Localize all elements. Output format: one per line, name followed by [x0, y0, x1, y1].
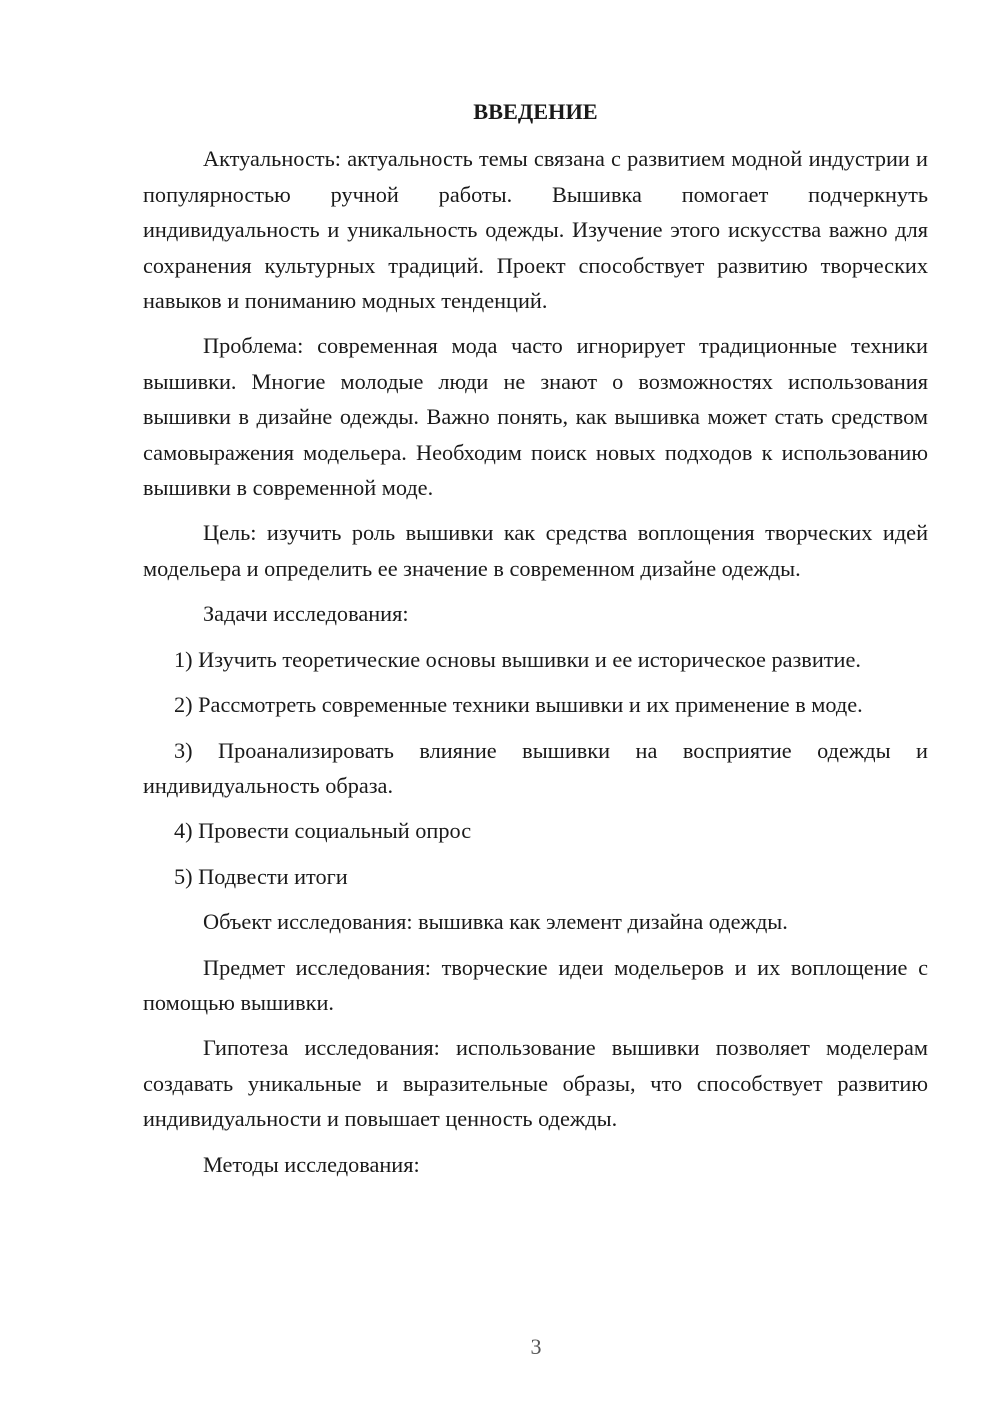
- task-item-2: 2) Рассмотреть современные техники вышивки и их применение в моде.: [174, 692, 863, 718]
- task-item-5: 5) Подвести итоги: [174, 863, 348, 889]
- paragraph-problem: Проблема: современная мода часто игнорирует традиционные техники вышивки. Многие молодые люди не знают о возможностях использования вышивки в дизайне одежды. Важно понять, как вышивка может стать средством самовыражения модельера. Необходим поиск новых подходов к использованию вышивки в современной моде.: [143, 333, 928, 501]
- section-heading: ВВЕДЕНИЕ: [473, 99, 598, 124]
- page-number: 3: [530, 1334, 542, 1359]
- methods-title: Методы исследования:: [203, 1151, 420, 1177]
- tasks-title: Задачи исследования:: [203, 601, 409, 627]
- task-item-4: 4) Провести социальный опрос: [174, 818, 472, 844]
- paragraph-object: Объект исследования: вышивка как элемент дизайна одежды.: [203, 909, 788, 935]
- paragraph-subject: Предмет исследования: творческие идеи модельеров и их воплощение с помощью вышивки.: [143, 954, 928, 1015]
- task-item-1: 1) Изучить теоретические основы вышивки и ее историческое развитие.: [174, 646, 861, 672]
- paragraph-relevance: Актуальность: актуальность темы связана с развитием модной индустрии и популярностью ручной работы. Вышивка помогает подчеркнуть индивидуальность и уникальность одежды. Изучение этого искусства важно для сохранения культурных традиций. Проект способствует развитию творческих навыков и пониманию модных тенденций.: [143, 146, 928, 314]
- paragraph-hypothesis: Гипотеза исследования: использование вышивки позволяет моделерам создавать уникальные и выразительные образы, что способствует развитию индивидуальности и повышает ценность одежды.: [143, 1035, 928, 1132]
- page-content: [143, 94, 928, 1192]
- paragraph-goal: Цель: изучить роль вышивки как средства воплощения творческих идей модельера и определить ее значение в современном дизайне одежды.: [143, 520, 928, 581]
- task-item-3: 3) Проанализировать влияние вышивки на восприятие одежды и индивидуальность образа.: [143, 737, 928, 798]
